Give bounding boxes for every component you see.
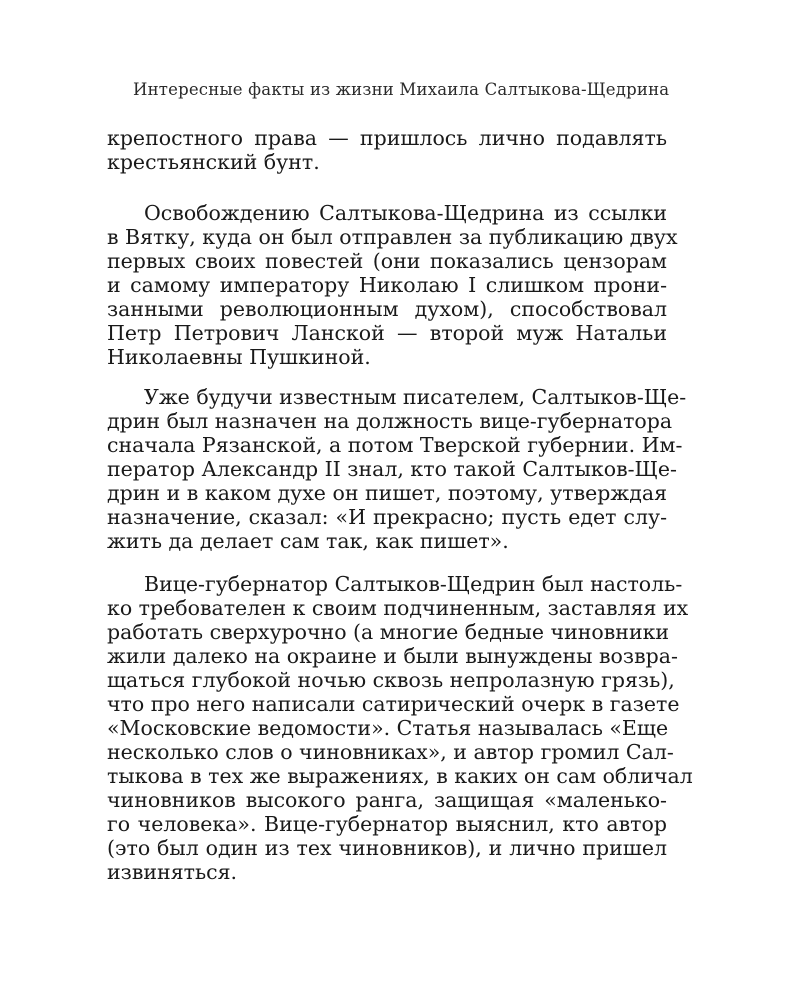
text-line: крестьянский бунт. [107,150,320,174]
text-line: первых своих повестей (они показались цензорам [107,249,667,273]
paragraph-satirical-essay [107,572,693,884]
text-line: в Вятку, куда он был отправлен за публикацию двух [107,225,678,249]
text-line: жили далеко на окраине и были вынуждены возвра- [107,644,678,668]
text-line: ко требователен к своим подчиненным, заставляя их [107,596,689,620]
text-line: и самому императору Николаю I слишком прони- [107,273,667,297]
paragraph-vice-governor-appointment [107,385,687,553]
text-line: крепостного права — пришлось лично подавлять [107,126,667,150]
text-line: чиновников высокого ранга, защищая «маленько- [107,788,667,812]
text-line: тыкова в тех же выражениях, в каких он сам обличал [107,764,693,788]
text-line: работать сверхурочно (а многие бедные чиновники [107,620,670,644]
text-line: щаться глубокой ночью сквозь непролазную грязь), [107,668,675,692]
text-line: жить да делает сам так, как пишет». [107,529,509,553]
text-line: «Московские ведомости». Статья называлась «Еще [107,716,669,740]
text-line: несколько слов о чиновниках», и автор громил Сал- [107,740,674,764]
text-line: Николаевны Пушкиной. [107,345,371,369]
text-line: назначение, сказал: «И прекрасно; пусть едет слу- [107,505,667,529]
text-line: Уже будучи известным писателем, Салтыков-Ще- [144,385,687,409]
paragraph-continuation [107,126,667,174]
paragraph-exile-release [107,201,678,369]
text-line: ператор Александр II знал, кто такой Салтыков-Ще- [107,457,677,481]
text-line: Вице-губернатор Салтыков-Щедрин был настоль- [144,572,683,596]
text-line: занными революционным духом), способствовал [107,297,667,321]
text-line: что про него написали сатирический очерк в газете [107,692,680,716]
text-line: го человека». Вице-губернатор выяснил, кто автор [107,812,667,836]
text-line: дрин был назначен на должность вице-губернатора [107,409,673,433]
text-line: Петр Петрович Ланской — второй муж Натальи [107,321,667,345]
text-line: извиняться. [107,860,238,884]
text-line: дрин и в каком духе он пишет, поэтому, утверждая [107,481,667,505]
text-line: Освобождению Салтыкова-Щедрина из ссылки [144,201,667,225]
running-header: Интересные факты из жизни Михаила Салтыкова-Щедрина [133,80,670,99]
text-line: сначала Рязанской, а потом Тверской губернии. Им- [107,433,683,457]
text-line: (это был один из тех чиновников), и лично пришел [107,836,667,860]
